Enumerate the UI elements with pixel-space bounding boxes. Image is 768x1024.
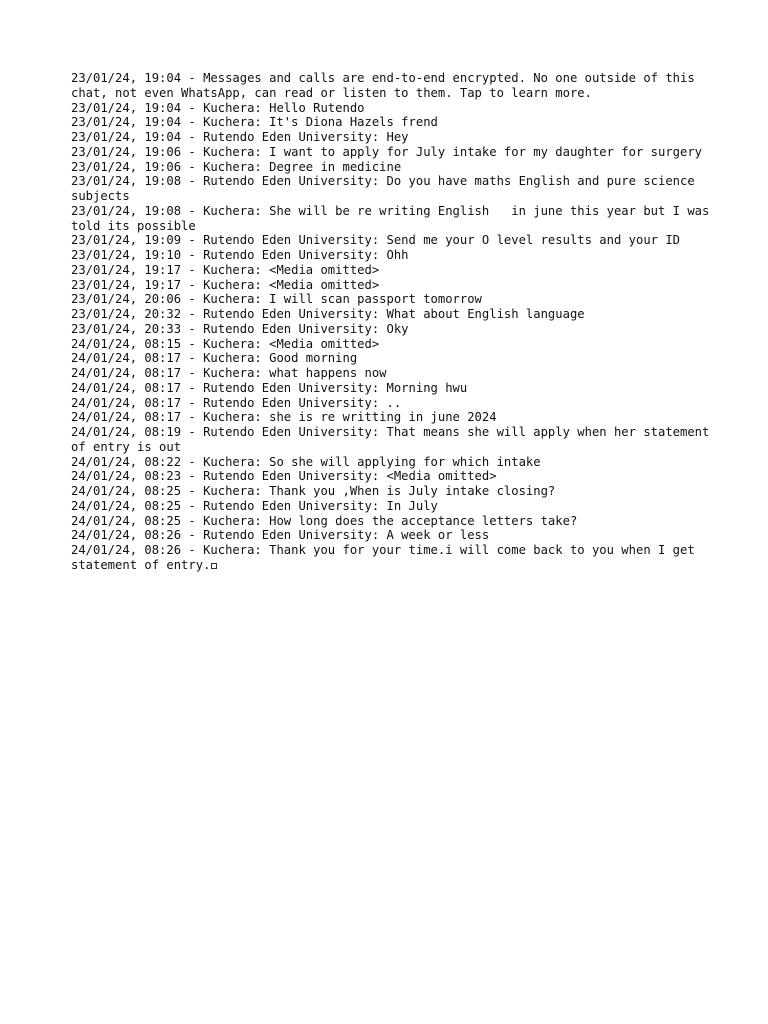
log-line: 24/01/24, 08:19 - Rutendo Eden University: That means she will apply when her statement of entry is out <box>71 425 717 454</box>
log-line: 23/01/24, 19:10 - Rutendo Eden University: Ohh <box>71 248 409 262</box>
chat-log-document <box>71 71 717 573</box>
log-line: 24/01/24, 08:23 - Rutendo Eden University: <Media omitted> <box>71 469 497 484</box>
log-line: 23/01/24, 20:06 - Kuchera: I will scan passport tomorrow <box>71 292 482 307</box>
log-line: 23/01/24, 19:08 - Kuchera: She will be re writing English in june this year but I was told its possible <box>71 203 717 233</box>
log-line: 23/01/24, 19:17 - Kuchera: <Media omitted> <box>71 262 380 277</box>
log-line: 23/01/24, 19:04 - Kuchera: Hello Rutendo <box>71 100 365 115</box>
log-line: 24/01/24, 08:26 - Rutendo Eden University: A week or less <box>71 528 490 543</box>
log-line: 23/01/24, 19:06 - Kuchera: Degree in medicine <box>71 159 402 174</box>
log-line-text: 24/01/24, 08:26 - Kuchera: Thank you for your time.i will come back to you when I get statement of entry. <box>71 543 703 572</box>
log-line: 24/01/24, 08:17 - Kuchera: Good morning <box>71 351 358 366</box>
log-line: 23/01/24, 19:09 - Rutendo Eden University: Send me your O level results and your ID <box>71 233 681 248</box>
log-line: 24/01/24, 08:22 - Kuchera: So she will applying for which intake <box>71 454 541 469</box>
log-line: 24/01/24, 08:25 - Kuchera: Thank you ,When is July intake closing? <box>71 484 556 498</box>
log-line: 24/01/24, 08:17 - Rutendo Eden University: Morning hwu <box>71 380 468 395</box>
log-line: 23/01/24, 19:04 - Messages and calls are end-to-end encrypted. No one outside of this chat, not even WhatsApp, can read or listen to them. Tap to learn more. <box>71 71 703 100</box>
log-line: 24/01/24, 08:17 - Kuchera: what happens now <box>71 366 387 380</box>
log-line: 24/01/24, 08:25 - Kuchera: How long does the acceptance letters take? <box>71 513 578 528</box>
log-line: 24/01/24, 08:25 - Rutendo Eden University: In July <box>71 498 438 513</box>
missing-glyph-icon <box>211 563 217 569</box>
log-line: 24/01/24, 08:15 - Kuchera: <Media omitted> <box>71 336 380 351</box>
log-line: 23/01/24, 19:08 - Rutendo Eden University: Do you have maths English and pure science subjects <box>71 174 703 203</box>
log-line-last <box>71 543 711 573</box>
log-line: 23/01/24, 19:17 - Kuchera: <Media omitted> <box>71 277 380 292</box>
log-line: 23/01/24, 19:04 - Rutendo Eden University: Hey <box>71 130 409 144</box>
log-line: 23/01/24, 20:33 - Rutendo Eden University: Oky <box>71 321 409 336</box>
log-line: 24/01/24, 08:17 - Rutendo Eden University: .. <box>71 395 402 410</box>
log-line: 23/01/24, 19:04 - Kuchera: It's Diona Hazels frend <box>71 115 438 130</box>
log-line: 24/01/24, 08:17 - Kuchera: she is re writting in june 2024 <box>71 410 497 425</box>
log-line: 23/01/24, 19:06 - Kuchera: I want to apply for July intake for my daughter for surgery <box>71 144 703 159</box>
log-line: 23/01/24, 20:32 - Rutendo Eden University: What about English language <box>71 307 585 321</box>
